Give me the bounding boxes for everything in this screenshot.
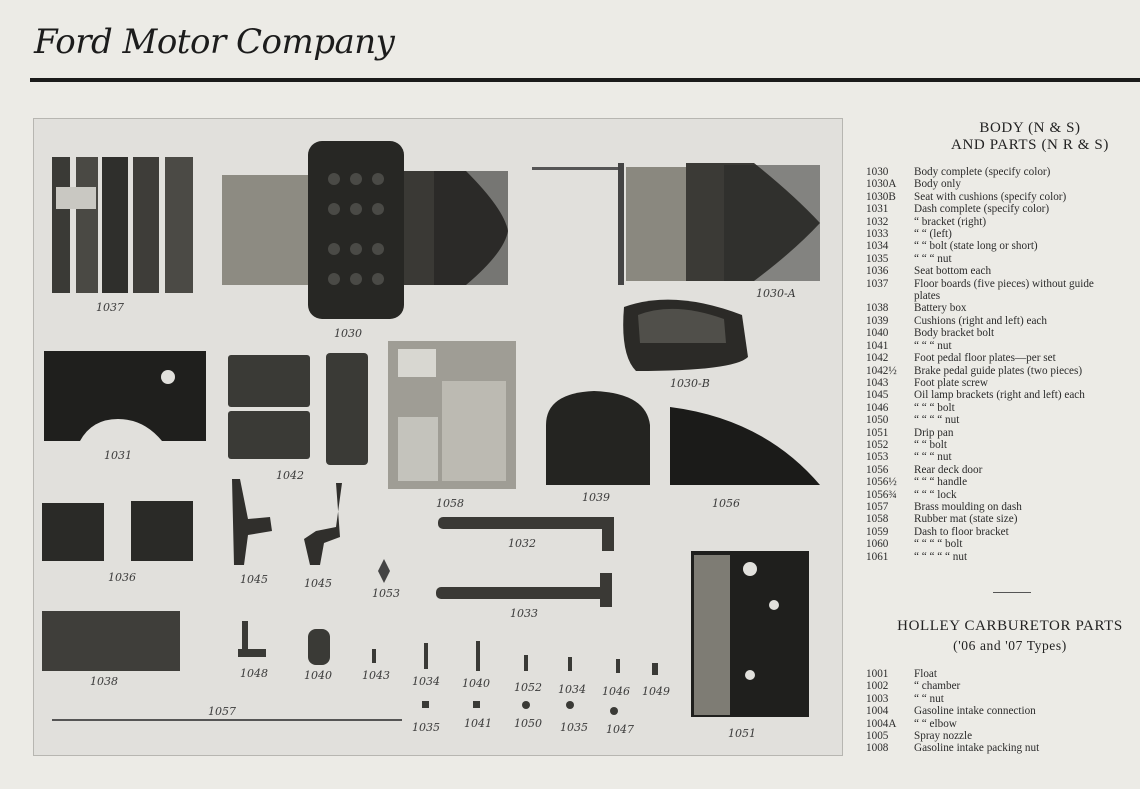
section-divider bbox=[993, 592, 1031, 593]
photo-label: 1035 bbox=[560, 721, 588, 734]
part-description: Dash complete (specify color) bbox=[914, 203, 1050, 216]
lamp-bracket-right-image bbox=[304, 483, 342, 565]
photo-label: 1048 bbox=[240, 667, 268, 680]
part-row bbox=[866, 526, 1140, 538]
carb-title-line2: ('06 and '07 Types) bbox=[953, 638, 1067, 653]
part-description: “ “ “ handle bbox=[914, 476, 968, 489]
part-row bbox=[866, 290, 1140, 302]
part-number: 1034 bbox=[866, 240, 889, 253]
photo-label: 1049 bbox=[642, 685, 670, 698]
part-description: “ “ “ “ nut bbox=[914, 414, 960, 427]
part-row bbox=[866, 693, 1140, 705]
part-description: Brake pedal guide plates (two pieces) bbox=[914, 364, 1083, 377]
part-description: Cushions (right and left) each bbox=[914, 314, 1047, 327]
part-row bbox=[866, 414, 1140, 426]
part-description: “ “ “ nut bbox=[914, 451, 952, 464]
part-row bbox=[866, 178, 1140, 190]
body-only-image bbox=[532, 163, 820, 285]
part-number: 1038 bbox=[866, 302, 889, 315]
part-description: “ “ “ “ bolt bbox=[914, 538, 963, 551]
photo-label: 1037 bbox=[96, 301, 124, 314]
part-description: Foot plate screw bbox=[914, 376, 988, 389]
part-number: 1001 bbox=[866, 668, 889, 680]
photo-label: 1047 bbox=[606, 723, 634, 736]
part-row bbox=[866, 340, 1140, 352]
part-row bbox=[866, 718, 1140, 730]
part-number: 1008 bbox=[866, 742, 889, 755]
part-number: 1061 bbox=[866, 550, 889, 563]
part-description: Foot pedal floor plates—per set bbox=[914, 352, 1056, 365]
part-description: Seat with cushions (specify color) bbox=[914, 190, 1067, 203]
part-number: 1042½ bbox=[866, 364, 897, 377]
part-description: Dash to floor bracket bbox=[914, 525, 1009, 538]
part-row bbox=[866, 513, 1140, 525]
drip-pan-image bbox=[691, 551, 809, 717]
part-number: 1050 bbox=[866, 414, 889, 427]
photo-label: 1050 bbox=[514, 717, 542, 730]
photo-label: 1032 bbox=[508, 537, 536, 550]
part-description: “ “ “ lock bbox=[914, 488, 957, 501]
part-description: Oil lamp brackets (right and left) each bbox=[914, 389, 1085, 402]
photo-label: 1036 bbox=[108, 571, 136, 584]
photo-label: 1043 bbox=[362, 669, 390, 682]
part-description: Rear deck door bbox=[914, 463, 983, 476]
part-number: 1036 bbox=[866, 265, 889, 278]
seat-bottom-left-image bbox=[42, 503, 104, 561]
part-number: 1004A bbox=[866, 717, 897, 730]
photo-label: 1038 bbox=[90, 675, 118, 688]
part-description: Spray nozzle bbox=[914, 730, 973, 743]
photo-label: 1051 bbox=[728, 727, 756, 740]
part-description: Drip pan bbox=[914, 426, 954, 439]
body-title-line1: BODY (N & S) bbox=[979, 120, 1081, 136]
photo-label: 1058 bbox=[436, 497, 464, 510]
part-description: Floor boards (five pieces) without guide bbox=[914, 277, 1094, 290]
part-row bbox=[866, 680, 1140, 692]
part-row bbox=[866, 315, 1140, 327]
part-row bbox=[866, 253, 1140, 265]
part-row bbox=[866, 451, 1140, 463]
part-number: 1051 bbox=[866, 426, 889, 439]
part-description: Seat bottom each bbox=[914, 265, 992, 278]
part-number: 1059 bbox=[866, 525, 889, 538]
part-description: Gasoline intake connection bbox=[914, 705, 1036, 718]
part-row bbox=[866, 302, 1140, 314]
photo-label: 1056 bbox=[712, 497, 740, 510]
parts-photograph bbox=[33, 118, 843, 756]
photo-label: 1039 bbox=[582, 491, 610, 504]
seat-image bbox=[623, 300, 748, 371]
part-number: 1004 bbox=[866, 705, 889, 718]
part-description: “ “ (left) bbox=[914, 228, 952, 241]
carb-parts-list bbox=[866, 668, 1140, 755]
part-number: 1030 bbox=[866, 166, 889, 178]
photo-label: 1045 bbox=[240, 573, 268, 586]
part-description: Body complete (specify color) bbox=[914, 166, 1051, 178]
part-description: “ “ nut bbox=[914, 692, 944, 705]
photo-label: 1052 bbox=[514, 681, 542, 694]
carb-title-line1: HOLLEY CARBURETOR PARTS bbox=[897, 618, 1123, 634]
photo-label: 1041 bbox=[464, 717, 492, 730]
part-row bbox=[866, 402, 1140, 414]
pedal-plates-image bbox=[228, 353, 368, 465]
part-number: 1005 bbox=[866, 730, 889, 743]
part-description: plates bbox=[914, 290, 941, 303]
part-row bbox=[866, 365, 1140, 377]
header-rule bbox=[30, 78, 1140, 82]
brand-title: Ford Motor Company bbox=[34, 22, 395, 62]
photo-label: 1040 bbox=[462, 677, 490, 690]
part-description: “ “ bolt bbox=[914, 438, 947, 451]
part-row bbox=[866, 501, 1140, 513]
photo-label: 1033 bbox=[510, 607, 538, 620]
part-description: Rubber mat (state size) bbox=[914, 513, 1018, 526]
part-number: 1057 bbox=[866, 500, 889, 513]
part-description: “ “ “ bolt bbox=[914, 401, 955, 414]
part-description: “ “ “ “ “ nut bbox=[914, 550, 968, 563]
part-number: 1060 bbox=[866, 538, 889, 551]
photo-label: 1034 bbox=[412, 675, 440, 688]
part-number: 1046 bbox=[866, 401, 889, 414]
body-complete-image bbox=[222, 141, 508, 319]
part-row bbox=[866, 278, 1140, 290]
part-description: Brass moulding on dash bbox=[914, 500, 1022, 513]
part-row bbox=[866, 228, 1140, 240]
lamp-bracket-left-image bbox=[232, 479, 272, 565]
part-row bbox=[866, 166, 1140, 178]
part-description: Body bracket bolt bbox=[914, 327, 995, 340]
hardware-items-image bbox=[238, 621, 658, 715]
part-row bbox=[866, 327, 1140, 339]
part-description: “ “ “ nut bbox=[914, 252, 952, 265]
part-row bbox=[866, 489, 1140, 501]
part-number: 1056½ bbox=[866, 476, 897, 489]
part-row bbox=[866, 538, 1140, 550]
part-number: 1031 bbox=[866, 203, 889, 216]
part-row bbox=[866, 240, 1140, 252]
carb-section-title bbox=[880, 618, 1140, 654]
body-title-line2: AND PARTS (N R & S) bbox=[951, 137, 1109, 153]
part-row bbox=[866, 203, 1140, 215]
part-row bbox=[866, 216, 1140, 228]
part-number: 1003 bbox=[866, 692, 889, 705]
part-number: 1030B bbox=[866, 190, 896, 203]
photo-label: 1057 bbox=[208, 705, 236, 718]
part-row bbox=[866, 705, 1140, 717]
part-row bbox=[866, 352, 1140, 364]
part-number: 1041 bbox=[866, 339, 889, 352]
rear-deck-door-image bbox=[670, 407, 820, 485]
part-number: 1043 bbox=[866, 376, 889, 389]
part-number: 1040 bbox=[866, 327, 889, 340]
moulding-image bbox=[52, 719, 402, 721]
photo-label: 1042 bbox=[276, 469, 304, 482]
part-row bbox=[866, 464, 1140, 476]
photo-label: 1040 bbox=[304, 669, 332, 682]
photo-label: 1045 bbox=[304, 577, 332, 590]
part-row bbox=[866, 730, 1140, 742]
parts-illustration bbox=[34, 119, 842, 755]
photo-label: 1031 bbox=[104, 449, 132, 462]
part-number: 1042 bbox=[866, 352, 889, 365]
part-number: 1058 bbox=[866, 513, 889, 526]
part-description: Battery box bbox=[914, 302, 967, 315]
part-number bbox=[866, 290, 914, 302]
part-number: 1037 bbox=[866, 277, 889, 290]
part-number: 1002 bbox=[866, 680, 889, 693]
photo-label: 1046 bbox=[602, 685, 630, 698]
part-row bbox=[866, 551, 1140, 563]
photo-label: 1035 bbox=[412, 721, 440, 734]
part-number: 1035 bbox=[866, 252, 889, 265]
part-number: 1053 bbox=[866, 451, 889, 464]
part-row bbox=[866, 265, 1140, 277]
photo-label: 1030 bbox=[334, 327, 362, 340]
dash-bracket-right-image bbox=[438, 517, 614, 529]
part-row bbox=[866, 668, 1140, 680]
part-description: “ “ bolt (state long or short) bbox=[914, 240, 1038, 253]
rubber-mat-image bbox=[388, 341, 516, 489]
part-number: 1039 bbox=[866, 314, 889, 327]
part-row bbox=[866, 439, 1140, 451]
part-number: 1032 bbox=[866, 215, 889, 228]
part-description: “ “ elbow bbox=[914, 717, 957, 730]
dash-image bbox=[44, 351, 206, 441]
photo-label: 1030-A bbox=[756, 287, 796, 300]
cushion-image bbox=[546, 391, 650, 485]
photo-label: 1030-B bbox=[670, 377, 710, 390]
part-description: Float bbox=[914, 668, 937, 680]
part-row bbox=[866, 377, 1140, 389]
dash-bracket-left-image bbox=[436, 587, 612, 599]
part-description: Gasoline intake packing nut bbox=[914, 742, 1040, 755]
body-section-title bbox=[930, 120, 1130, 154]
photo-label: 1034 bbox=[558, 683, 586, 696]
part-row bbox=[866, 191, 1140, 203]
part-row bbox=[866, 742, 1140, 754]
part-row bbox=[866, 427, 1140, 439]
part-number: 1056 bbox=[866, 463, 889, 476]
part-number: 1045 bbox=[866, 389, 889, 402]
part-row bbox=[866, 389, 1140, 401]
floor-boards-image bbox=[52, 157, 193, 293]
part-description: “ chamber bbox=[914, 680, 961, 693]
battery-box-image bbox=[42, 611, 180, 671]
part-number: 1052 bbox=[866, 438, 889, 451]
part-description: Body only bbox=[914, 178, 961, 191]
seat-bottom-right-image bbox=[131, 501, 193, 561]
body-parts-list bbox=[866, 166, 1140, 563]
part-number: 1030A bbox=[866, 178, 897, 191]
part-description: “ bracket (right) bbox=[914, 215, 987, 228]
part-number: 1033 bbox=[866, 228, 889, 241]
photo-label: 1053 bbox=[372, 587, 400, 600]
part-row bbox=[866, 476, 1140, 488]
part-description: “ “ “ nut bbox=[914, 339, 952, 352]
part-number: 1056¾ bbox=[866, 488, 897, 501]
